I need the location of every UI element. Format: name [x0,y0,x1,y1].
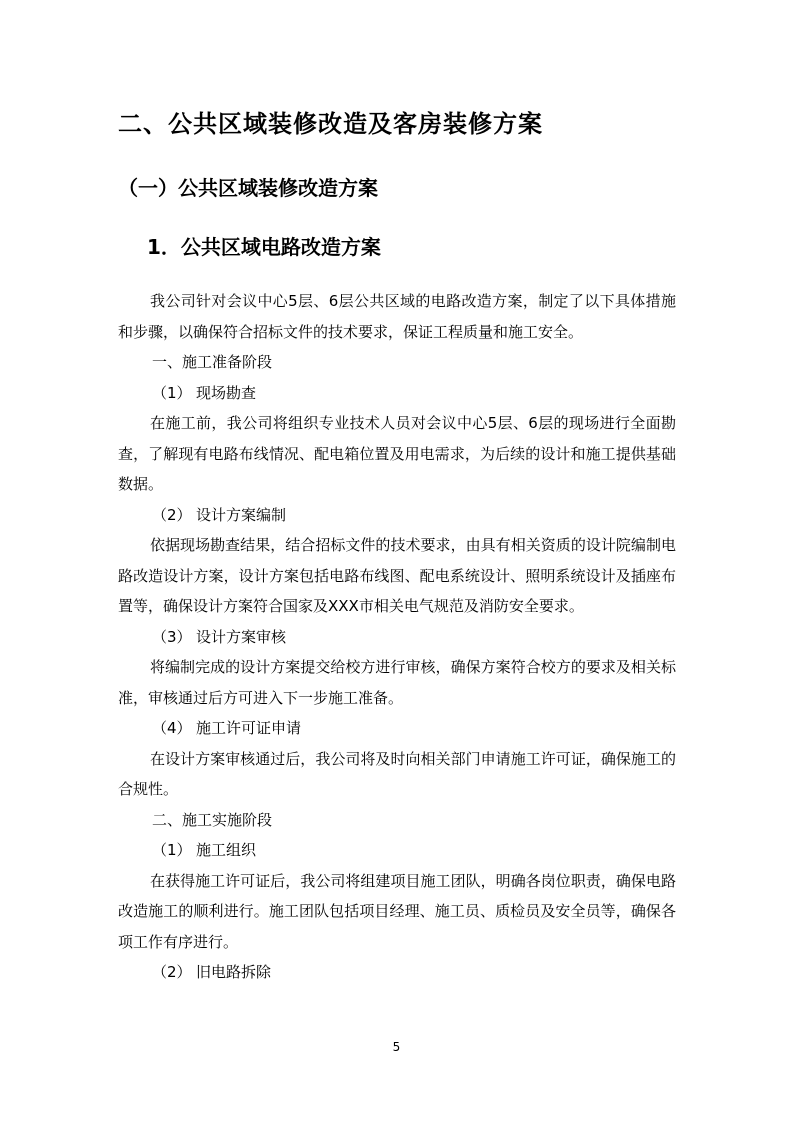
item-title: 现场勘查 [196,383,257,402]
heading-level-1: 二、公共区域装修改造及客房装修方案 [118,110,543,138]
item-title: 旧电路拆除 [196,963,272,981]
item-title: 设计方案审核 [196,627,287,646]
item-heading [118,713,676,744]
item-number: （2） [152,505,192,524]
item-number: （1） [152,841,192,859]
page-number: 5 [392,1040,401,1054]
body-text [118,286,676,988]
item-title: 施工许可证申请 [196,719,302,737]
item-heading [118,378,676,409]
item-heading [118,622,676,653]
item-paragraph: 依据现场勘查结果，结合招标文件的技术要求，由具有相关资质的设计院编制电路改造设计方案，设计方案包括电路布线图、配电系统设计、照明系统设计及插座布置等，确保设计方案符合国家及XXX市相关电气规范及消防安全要求。 [118,536,676,615]
item-number: （1） [152,383,192,402]
heading-level-3: 1．公共区域电路改造方案 [147,235,381,259]
intro-paragraph: 我公司针对会议中心5层、6层公共区域的电路改造方案，制定了以下具体措施和步骤，以确保符合招标文件的技术要求，保证工程质量和施工安全。 [118,292,676,341]
item-paragraph: 在获得施工许可证后，我公司将组建项目施工团队，明确各岗位职责，确保电路改造施工的顺利进行。施工团队包括项目经理、施工员、质检员及安全员等，确保各项工作有序进行。 [118,871,676,951]
item-paragraph: 在设计方案审核通过后，我公司将及时向相关部门申请施工许可证，确保施工的合规性。 [118,749,676,798]
item-heading [118,957,676,988]
stage-2-title: 二、施工实施阶段 [152,810,273,829]
item-heading [118,835,676,866]
heading-level-2: （一）公共区域装修改造方案 [118,176,378,200]
item-number: （3） [152,627,192,646]
item-heading [118,500,676,531]
item-paragraph: 将编制完成的设计方案提交给校方进行审核，确保方案符合校方的要求及相关标准，审核通过后方可进入下一步施工准备。 [118,658,676,707]
item-title: 施工组织 [196,841,257,859]
item-paragraph: 在施工前，我公司将组织专业技术人员对会议中心5层、6层的现场进行全面勘查，了解现有电路布线情况、配电箱位置及用电需求，为后续的设计和施工提供基础数据。 [118,414,676,493]
item-title: 设计方案编制 [196,505,287,524]
item-number: （2） [152,963,192,981]
item-number: （4） [152,719,192,737]
stage-1-title: 一、施工准备阶段 [152,353,273,371]
